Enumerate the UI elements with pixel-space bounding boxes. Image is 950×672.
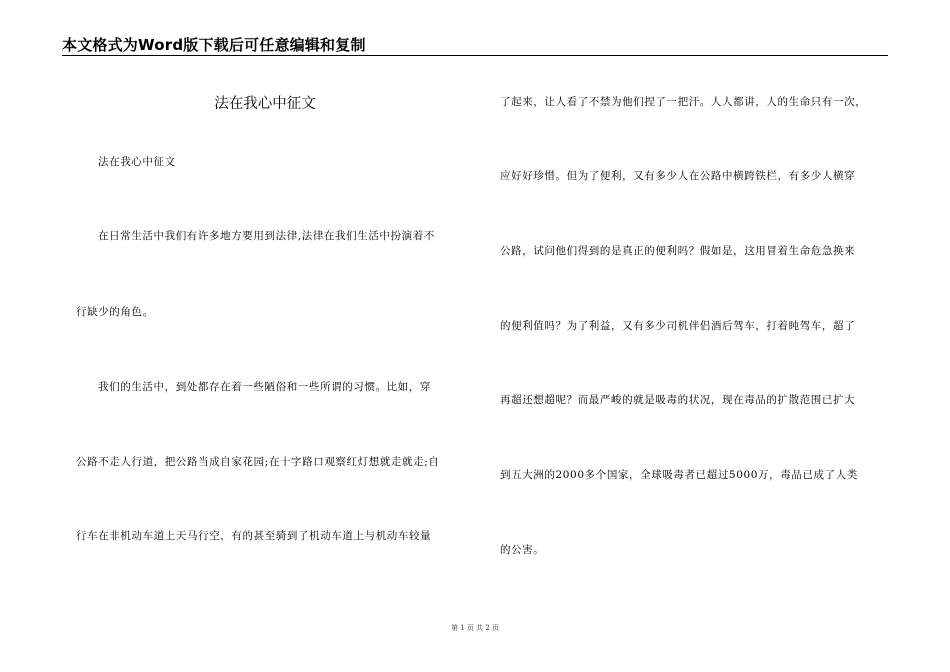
document-header: 本文格式为Word版下载后可任意编辑和复制	[62, 36, 366, 54]
left-paragraph-line: 法在我心中征文	[98, 156, 176, 168]
left-paragraph-line: 行车在非机动车道上天马行空，有的甚至骑到了机动车道上与机动车较量	[76, 530, 432, 542]
header-divider	[62, 55, 888, 56]
right-paragraph-line: 公路，试问他们得到的是真正的便利吗？假如是，这用冒着生命危急换来	[500, 245, 856, 257]
page-title: 法在我心中征文	[214, 96, 316, 112]
right-paragraph-line: 应好好珍惜。但为了便利，又有多少人在公路中横跨铁栏，有多少人横穿	[500, 170, 856, 182]
left-paragraph-line: 我们的生活中，到处都存在着一些陋俗和一些所谓的习惯。比如，穿	[98, 381, 431, 393]
page-number: 第 1 页 共 2 页	[450, 624, 500, 632]
right-paragraph-line: 再超还想超呢？而最严峻的就是吸毒的状况，现在毒品的扩散范围已扩大	[500, 394, 856, 406]
left-paragraph-line: 在日常生活中我们有许多地方要用到法律,法律在我们生活中扮演着不	[98, 230, 435, 242]
right-paragraph-line: 的便利值吗？为了利益，又有多少司机伴侣酒后驾车，打着盹驾车，超了	[500, 320, 856, 332]
left-paragraph-line: 行缺少的角色。	[76, 306, 154, 318]
right-paragraph-line: 到五大洲的2000多个国家，全球吸毒者已超过5000万，毒品已成了人类	[500, 469, 858, 481]
left-paragraph-line: 公路不走人行道，把公路当成自家花园;在十字路口观察红灯想就走就走;自	[76, 456, 440, 468]
right-paragraph-line: 了起来，让人看了不禁为他们捏了一把汗。人人都讲，人的生命只有一次，	[500, 96, 867, 108]
right-paragraph-line: 的公害。	[500, 544, 545, 556]
